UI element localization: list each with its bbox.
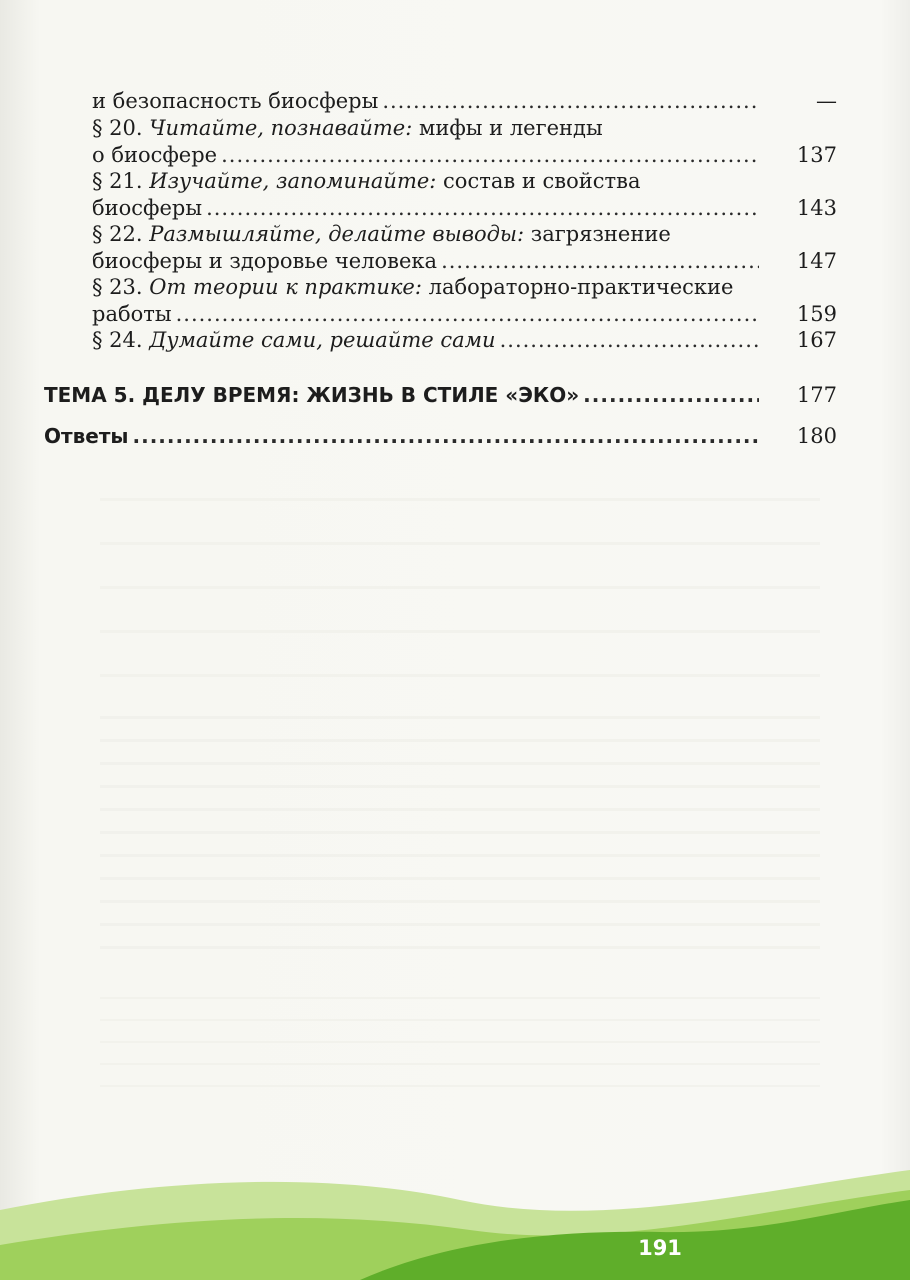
toc-entry-section-20[interactable] bbox=[92, 115, 837, 169]
toc-entry-title-line: работы bbox=[92, 302, 172, 326]
toc-page-number: 180 bbox=[796, 424, 837, 448]
toc-page-number: 159 bbox=[796, 302, 837, 326]
toc-entry-title-line: § 24. Думайте сами, решайте сами bbox=[92, 328, 496, 352]
toc-theme-title: ТЕМА 5. ДЕЛУ ВРЕМЯ: ЖИЗНЬ В СТИЛЕ «ЭКО» bbox=[44, 383, 580, 407]
dot-leader bbox=[176, 301, 759, 328]
toc-entry-theme-5[interactable] bbox=[44, 382, 837, 409]
toc-entry-section-24[interactable] bbox=[92, 327, 837, 354]
toc-entry-title-line: биосферы bbox=[92, 196, 203, 220]
toc-entry-title-line: о биосфере bbox=[92, 143, 218, 167]
toc-entry-title: и безопасность биосферы bbox=[92, 89, 379, 113]
toc-answers-title: Ответы bbox=[44, 424, 129, 448]
toc-page-number: 147 bbox=[796, 249, 837, 273]
page-number: 191 bbox=[638, 1236, 682, 1260]
dot-leader bbox=[583, 382, 759, 409]
dot-leader bbox=[441, 248, 759, 275]
toc-entry-section-23[interactable] bbox=[92, 274, 837, 328]
toc-entry-title-line: § 21. Изучайте, запоминайте: состав и свойства bbox=[92, 169, 641, 193]
toc-page-number: — bbox=[816, 89, 837, 113]
dot-leader bbox=[382, 88, 759, 115]
dot-leader bbox=[500, 327, 759, 354]
toc-entry-title-line: § 23. От теории к практике: лабораторно-практические bbox=[92, 275, 734, 299]
toc-entry-title-line: биосферы и здоровье человека bbox=[92, 249, 438, 273]
toc-page-number: 167 bbox=[796, 328, 837, 352]
toc-entry[interactable] bbox=[92, 88, 837, 115]
dot-leader bbox=[221, 142, 759, 169]
dot-leader bbox=[133, 423, 760, 450]
toc-entry-answers[interactable] bbox=[44, 423, 837, 450]
toc-entry-section-22[interactable] bbox=[92, 221, 837, 275]
toc-entry-title-line: § 22. Размышляйте, делайте выводы: загрязнение bbox=[92, 222, 671, 246]
toc-page-number: 137 bbox=[796, 143, 837, 167]
toc-entry-section-21[interactable] bbox=[92, 168, 837, 222]
toc-entry-title-line: § 20. Читайте, познавайте: мифы и легенды bbox=[92, 116, 603, 140]
toc-page-number: 143 bbox=[796, 196, 837, 220]
footer-wave-decoration bbox=[0, 1170, 910, 1280]
dot-leader bbox=[206, 195, 759, 222]
toc-page-number: 177 bbox=[796, 383, 837, 407]
